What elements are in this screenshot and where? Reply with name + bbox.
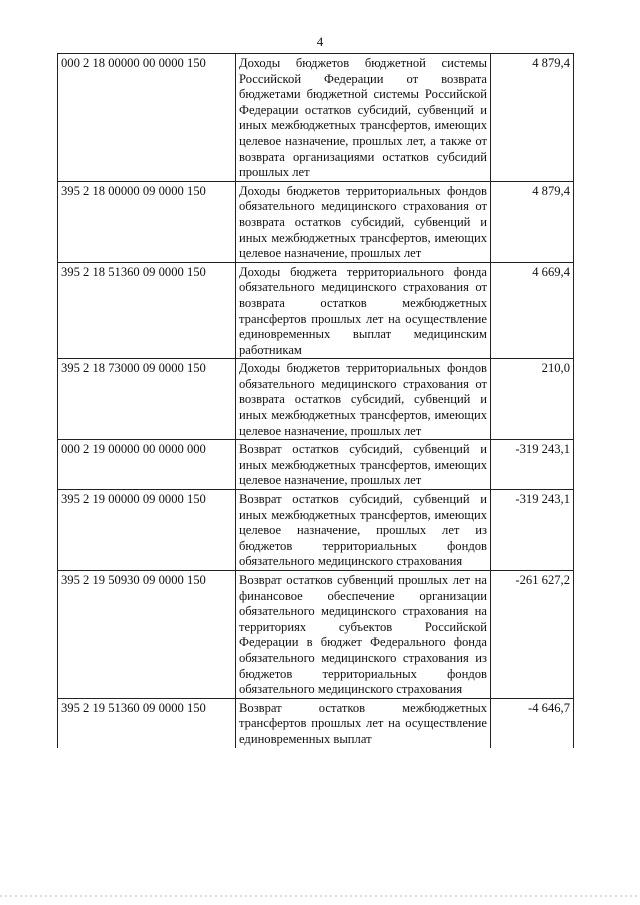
amount-cell: -319 243,1 [491,440,574,490]
description-cell: Доходы бюджетов бюджетной системы Российской Федерации от возврата бюджетами бюджетной системы Российской Федерации остатков субсидий, субвенций и иных межбюджетных трансфертов, имеющих целевое назначение, прошлых лет, а также от возврата организациями остатков субсидий прошлых лет [236,54,491,182]
budget-code-cell: 000 2 19 00000 00 0000 000 [58,440,236,490]
amount-cell: 4 669,4 [491,262,574,359]
table-row [58,54,574,182]
description-cell: Возврат остатков субсидий, субвенций и иных межбюджетных трансфертов, имеющих целевое назначение, прошлых лет из бюджетов территориальных фондов обязательного медицинского страхования [236,490,491,571]
description-cell: Доходы бюджетов территориальных фондов обязательного медицинского страхования от возврата остатков субсидий, субвенций и иных межбюджетных трансфертов, имеющих целевое назначение, прошлых лет [236,181,491,262]
budget-code-cell: 395 2 18 00000 09 0000 150 [58,181,236,262]
budget-code-cell: 395 2 19 51360 09 0000 150 [58,698,236,747]
table-row [58,698,574,747]
description-cell: Возврат остатков межбюджетных трансфертов прошлых лет на осуществление единовременных выплат [236,698,491,747]
table-row [58,181,574,262]
description-cell: Доходы бюджетов территориальных фондов обязательного медицинского страхования от возврата остатков субсидий, субвенций и иных межбюджетных трансфертов, имеющих целевое назначение, прошлых лет [236,359,491,440]
amount-cell: -319 243,1 [491,490,574,571]
amount-cell: -4 646,7 [491,698,574,747]
description-cell: Доходы бюджета территориального фонда обязательного медицинского страхования от возврата остатков межбюджетных трансфертов прошлых лет на осуществление единовременных выплат медицинским работникам [236,262,491,359]
budget-code-cell: 395 2 19 00000 09 0000 150 [58,490,236,571]
amount-cell: 4 879,4 [491,54,574,182]
amount-cell: 210,0 [491,359,574,440]
page-number: 4 [316,34,324,49]
amount-cell: 4 879,4 [491,181,574,262]
amount-cell: -261 627,2 [491,571,574,699]
budget-code-cell: 000 2 18 00000 00 0000 150 [58,54,236,182]
budget-code-cell: 395 2 18 51360 09 0000 150 [58,262,236,359]
table-row [58,490,574,571]
scan-edge-decoration [0,895,640,897]
description-cell: Возврат остатков субсидий, субвенций и иных межбюджетных трансфертов, имеющих целевое назначение, прошлых лет [236,440,491,490]
budget-code-cell: 395 2 19 50930 09 0000 150 [58,571,236,699]
table-row [58,440,574,490]
budget-code-cell: 395 2 18 73000 09 0000 150 [58,359,236,440]
table-row [58,359,574,440]
table-row [58,262,574,359]
description-cell: Возврат остатков субвенций прошлых лет на финансовое обеспечение организации обязательного медицинского страхования на территориях субъектов Российской Федерации в бюджет Федерального фонда обязательного медицинского страхования из бюджетов территориальных фондов обязательного медицинского страхования [236,571,491,699]
table-row [58,571,574,699]
revenue-table [57,53,574,748]
